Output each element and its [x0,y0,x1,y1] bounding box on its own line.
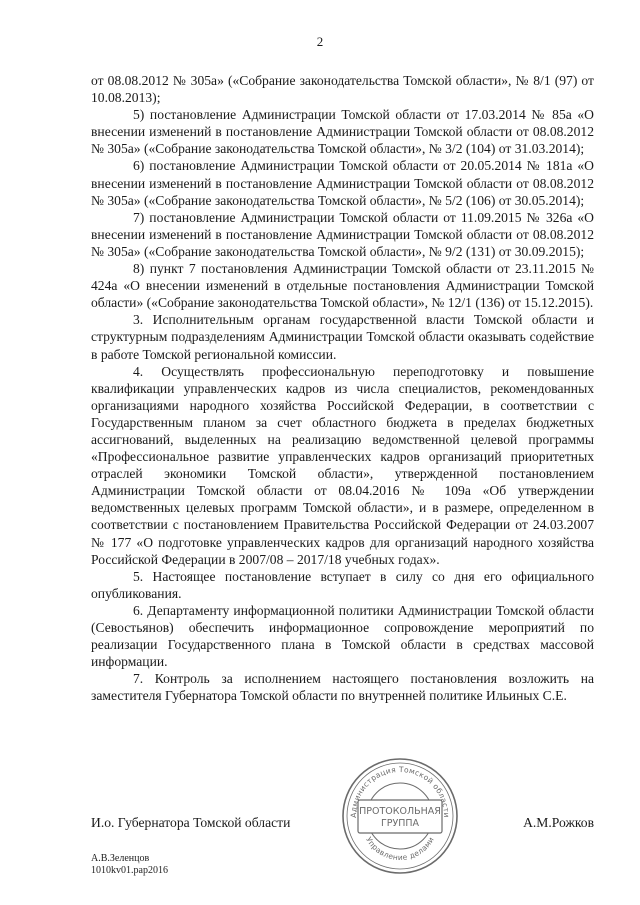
stamp-center-line1: ПРОТОКОЛЬНАЯ [359,806,441,817]
stamp-outer-text: Администрация Томской области [348,764,452,818]
stamp-bottom-text: Управление делами [364,835,436,863]
stamp-center-line2: ГРУППА [380,818,420,829]
signatory-position: И.о. Губернатора Томской области [91,815,291,830]
page-number: 2 [316,34,324,49]
file-reference: 1010kv01.pap2016 [91,865,168,876]
footer-meta [91,853,168,877]
list-item-7: 7) постановление Администрации Томской области от 11.09.2015 № 326а «О внесении изменений в постановление Администрации Томской области от 08.08.2012 № 305а» («Собрание законодательства Томской области», № 9/2 (131) от 30.09.2015); [91,209,594,259]
clause-7: 7. Контроль за исполнением настоящего постановления возложить на заместителя Губернатора Томской области по внутренней политике Ильиных С.Е. [91,671,594,704]
protocol-stamp [340,756,460,876]
clause-4: 4. Осуществлять профессиональную переподготовку и повышение квалификации управленческих кадров из числа специалистов, рекомендованных организациями народного хозяйства Российской Федерации, в соответствии с Государственным планом за счет областного бюджета в пределах бюджетных ассигнований, выделенных на реализацию ведомственной целевой программы «Профессиональное развитие управленческих кадров организаций приоритетных отраслей экономики Томской области», утвержденной постановлением Администрации Томской области от 08.04.2016 № 109а «Об утверждении ведомственных целевых программ Томской области», и в размере, определенном в соответствии с постановлением Правительства Российской Федерации от 24.03.2007 № 177 «О подготовке управленческих кадров для организаций народного хозяйства Российской Федерации в 2007/08 – 2017/18 учебных годах». [91,363,594,567]
document-body [91,72,594,704]
signatory-name: А.М.Рожков [523,815,594,830]
list-item-8: 8) пункт 7 постановления Администрации Томской области от 23.11.2015 № 424а «О внесении изменений в отдельные постановления Администрации Томской области» («Собрание законодательства Томской области», № 12/1 (136) от 15.12.2015). [91,261,594,311]
clause-5: 5. Настоящее постановление вступает в силу со дня его официального опубликования. [91,568,594,601]
author-name: А.В.Зеленцов [91,853,150,864]
list-item-5: 5) постановление Администрации Томской области от 17.03.2014 № 85а «О внесении изменений в постановление Администрации Томской области от 08.08.2012 № 305а» («Собрание законодательства Томской области», № 3/2 (104) от 31.03.2014); [91,107,594,157]
clause-6: 6. Департаменту информационной политики Администрации Томской области (Севостьянов) обеспечить информационное сопровождение мероприятий по реализации Государственного плана в Томской области в средствах массовой информации. [91,602,594,670]
stamp-seal-icon [340,756,460,876]
clause-3: 3. Исполнительным органам государственной власти Томской области и структурным подразделениям Администрации Томской области оказывать содействие в работе Томской региональной комиссии. [91,312,594,362]
paragraph-continuation: от 08.08.2012 № 305а» («Собрание законодательства Томской области», № 8/1 (97) от 10.08.2013); [91,73,594,106]
list-item-6: 6) постановление Администрации Томской области от 20.05.2014 № 181а «О внесении изменений в постановление Администрации Томской области от 08.08.2012 № 305а» («Собрание законодательства Томской области», № 5/2 (106) от 30.05.2014); [91,158,594,208]
